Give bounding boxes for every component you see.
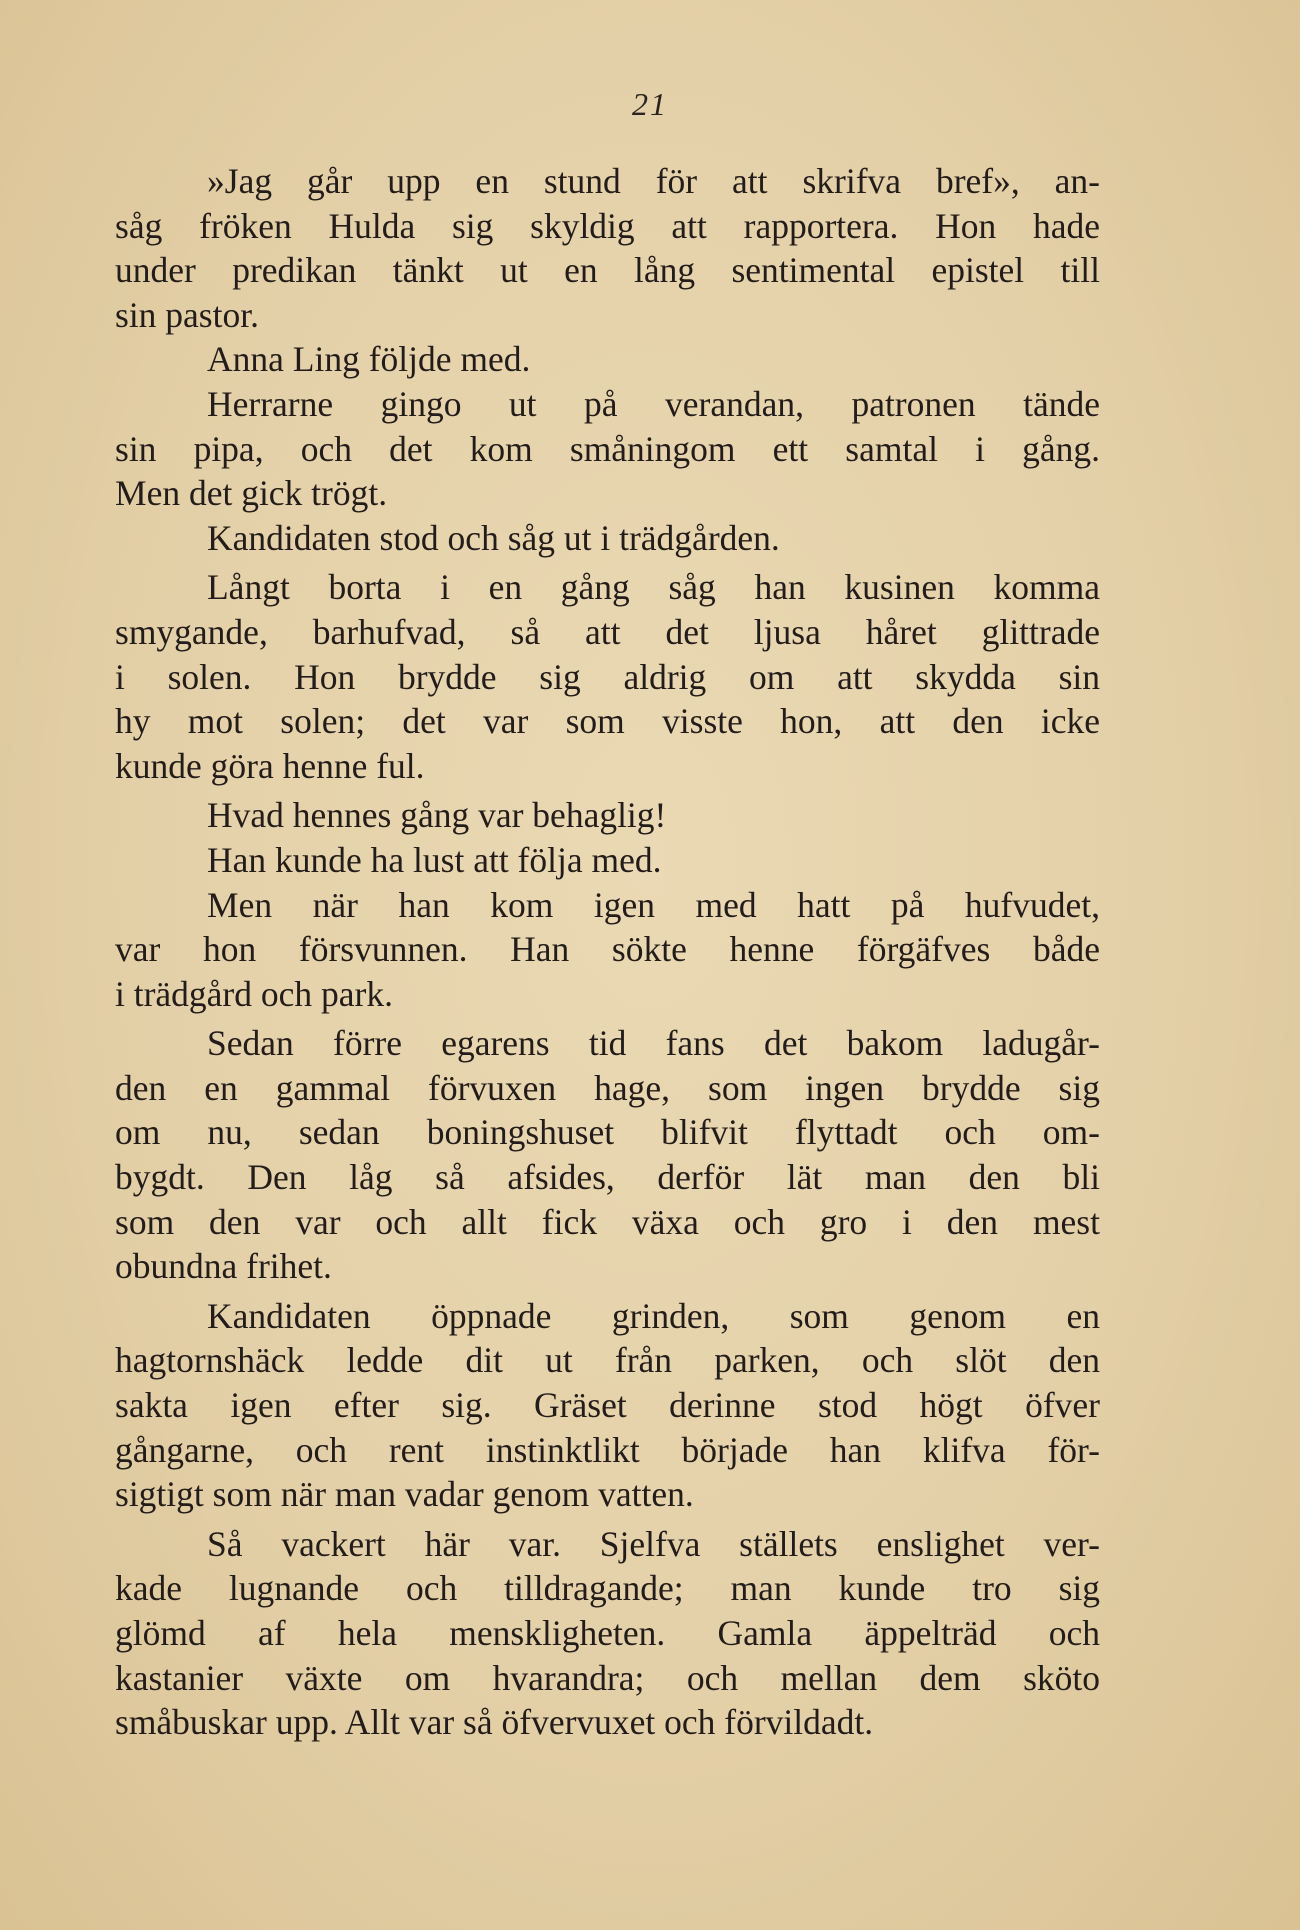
text-line: hagtornshäck ledde dit ut från parken, och slöt den xyxy=(115,1340,1100,1381)
text-line: kunde göra henne ful. xyxy=(115,745,425,786)
text-line: hy mot solen; det var som visste hon, att den icke xyxy=(115,701,1100,742)
text-line: Herrarne gingo ut på verandan, patronen tände xyxy=(207,383,1100,424)
text-line: kade lugnande och tilldragande; man kunde tro sig xyxy=(115,1568,1100,1609)
body-text xyxy=(115,159,1100,1745)
paragraph xyxy=(115,838,1100,883)
paragraph xyxy=(115,793,1100,838)
text-line: Anna Ling följde med. xyxy=(207,339,531,380)
text-line: bygdt. Den låg så afsides, derför lät man den bli xyxy=(115,1157,1100,1198)
text-line: i solen. Hon brydde sig aldrig om att skydda sin xyxy=(115,656,1100,697)
paragraph xyxy=(115,516,1100,561)
text-line: sigtigt som när man vadar genom vatten. xyxy=(115,1474,694,1515)
text-line: sin pipa, och det kom småningom ett samtal i gång. xyxy=(115,428,1100,469)
text-line: sakta igen efter sig. Gräset derinne stod högt öfver xyxy=(115,1385,1100,1426)
text-line: Kandidaten öppnade grinden, som genom en xyxy=(207,1295,1100,1336)
paragraph xyxy=(115,1522,1100,1745)
text-line: Så vackert här var. Sjelfva ställets enslighet ver- xyxy=(207,1523,1100,1564)
paragraph xyxy=(115,565,1100,788)
paragraph xyxy=(115,159,1100,337)
text-line: Sedan förre egarens tid fans det bakom ladugår- xyxy=(207,1023,1100,1064)
text-line: gångarne, och rent instinktlikt började han klifva för- xyxy=(115,1429,1100,1470)
paragraph xyxy=(115,337,1100,382)
text-line: såg fröken Hulda sig skyldig att rapportera. Hon hade xyxy=(115,205,1100,246)
text-line: »Jag går upp en stund för att skrifva bref», an- xyxy=(207,161,1100,201)
text-line: smygande, barhufvad, så att det ljusa håret glittrade xyxy=(115,611,1100,652)
page-number: 21 xyxy=(632,86,668,122)
text-line: sin pastor. xyxy=(115,294,259,335)
paragraph xyxy=(115,1021,1100,1289)
text-line: under predikan tänkt ut en lång sentimental epistel till xyxy=(115,250,1100,291)
paragraph xyxy=(115,1294,1100,1517)
text-line: som den var och allt fick växa och gro i den mest xyxy=(115,1201,1100,1242)
text-line: glömd af hela menskligheten. Gamla äppelträd och xyxy=(115,1613,1100,1653)
text-line: Men det gick trögt. xyxy=(115,473,388,514)
text-line: obundna frihet. xyxy=(115,1246,332,1287)
text-line: Han kunde ha lust att följa med. xyxy=(207,839,662,880)
text-line: kastanier växte om hvarandra; och mellan dem sköto xyxy=(115,1657,1100,1698)
text-line: Men när han kom igen med hatt på hufvudet, xyxy=(207,884,1100,925)
paragraph xyxy=(115,883,1100,1017)
text-line: Långt borta i en gång såg han kusinen komma xyxy=(207,567,1100,608)
paragraph xyxy=(115,382,1100,516)
text-line: den en gammal förvuxen hage, som ingen brydde sig xyxy=(115,1067,1100,1108)
text-line: Hvad hennes gång var behaglig! xyxy=(207,795,667,836)
text-line: om nu, sedan boningshuset blifvit flyttadt och om- xyxy=(115,1112,1100,1153)
text-line: småbuskar upp. Allt var så öfvervuxet och förvildadt. xyxy=(115,1702,874,1743)
text-line: var hon försvunnen. Han sökte henne förgäfves både xyxy=(115,929,1100,970)
text-line: Kandidaten stod och såg ut i trädgården. xyxy=(207,517,780,558)
text-line: i trädgård och park. xyxy=(115,973,393,1014)
